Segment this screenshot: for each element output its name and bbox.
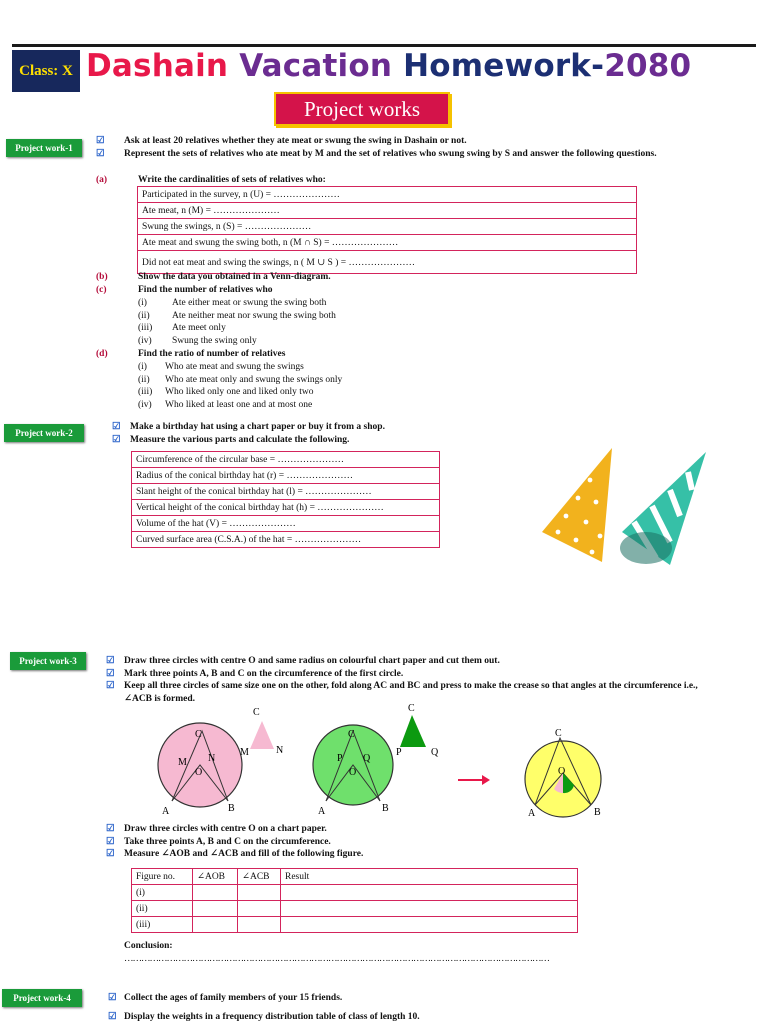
- svg-text:N: N: [208, 753, 216, 764]
- svg-text:B: B: [382, 803, 389, 814]
- pw1-d-text: Find the ratio of number of relatives: [138, 349, 286, 359]
- pw1-c-list: (i) Ate either meat or swung the swing both (ii) Ate neither meat nor swung the swing both (iii) Ate meet only (iv) Swung the swing only: [138, 298, 336, 347]
- project-works-banner: Project works: [274, 92, 450, 126]
- project-work-4-tag: Project work-4: [2, 989, 82, 1007]
- svg-text:M: M: [240, 747, 249, 758]
- svg-text:O: O: [558, 766, 566, 777]
- pw3-bullets: ☑ Draw three circles with centre O and same radius on colourful chart paper and cut them out. ☑ Mark three points A, B and C on the circumference of the first circle. ☑ Keep all three circles of same size one on the other, fold along AC and BC and press to make the crease so that angles at the circumference i.e., ∠ACB is formed.: [106, 656, 698, 705]
- label-a: (a): [96, 175, 108, 185]
- conclusion-label: Conclusion:: [124, 941, 173, 951]
- svg-text:A: A: [318, 806, 326, 817]
- pw3-bullets-2: ☑ Draw three circles with centre O on a chart paper. ☑ Take three points A, B and C on the circumference. ☑ Measure ∠AOB and ∠ACB and fill of the following figure.: [106, 824, 364, 860]
- svg-text:M: M: [178, 757, 187, 768]
- svg-text:Q: Q: [363, 753, 371, 764]
- party-hats-image: [530, 440, 715, 570]
- pw2-bullets: ☑ Make a birthday hat using a chart paper or buy it from a shop. ☑ Measure the various parts and calculate the following.: [112, 422, 385, 445]
- header-rule: [12, 44, 756, 47]
- project-work-1-tag: Project work-1: [6, 139, 82, 157]
- pw1-d-list: (i) Who ate meat and swung the swings (ii) Who ate meat only and swung the swings only (iii) Who liked only one and liked only two (iv) Who liked at least one and at most one: [138, 362, 343, 411]
- svg-text:N: N: [276, 745, 284, 756]
- svg-text:A: A: [528, 808, 536, 818]
- pw1-a-text: Write the cardinalities of sets of relatives who:: [138, 175, 326, 185]
- circles-figure: [150, 703, 620, 818]
- checkbox-icon: ☑: [96, 136, 105, 146]
- project-work-3-tag: Project work-3: [10, 652, 86, 670]
- pw4-bullets: ☑ Collect the ages of family members of your 15 friends. ☑ Display the weights in a frequency distribution table of class of length 10.: [108, 993, 420, 1022]
- svg-text:A: A: [162, 806, 170, 817]
- conclusion-line: ……………………………………………………………………………………………………………………………………: [124, 954, 549, 964]
- svg-text:C: C: [348, 729, 355, 740]
- page-title: Dashain Vacation Homework-2080: [86, 48, 692, 84]
- pw1-c-text: Find the number of relatives who: [138, 285, 273, 295]
- project-work-2-tag: Project work-2: [4, 424, 84, 442]
- svg-text:P: P: [337, 753, 343, 764]
- svg-text:P: P: [396, 747, 402, 758]
- checkbox-icon: ☑: [96, 148, 105, 159]
- svg-text:O: O: [349, 767, 357, 778]
- svg-text:B: B: [594, 807, 601, 818]
- svg-text:B: B: [228, 803, 235, 814]
- svg-text:C: C: [408, 703, 415, 714]
- class-label: Class: X: [12, 50, 80, 92]
- svg-text:O: O: [195, 767, 203, 778]
- pw3-table: Figure no. ∠AOB ∠ACB Result (i) (ii) (iii): [131, 868, 578, 933]
- pw2-table: Circumference of the circular base = ………………… Radius of the conical birthday hat (r) = ………………… Slant height of the conical birthday hat (l) = ………………… Vertical height of the conical birthday hat (h) = ………………… Volume of the hat (V) = ………………… Curved surface area (C.S.A.) of the hat = …………………: [131, 451, 440, 548]
- svg-text:C: C: [195, 729, 202, 740]
- pw1-bullets: ☑ Ask at least 20 relatives whether they ate meat or swung the swing in Dashain or not. ☑ Represent the sets of relatives who ate meat by M and the set of relatives who swung swing by S and answer the following questions.: [96, 136, 657, 159]
- svg-text:C: C: [555, 728, 562, 739]
- pw1-table: Participated in the survey, n (U) = ………………… Ate meat, n (M) = ………………… Swung the swings, n (S) = ………………… Ate meat and swung the swing both, n (M ∩ S) = ………………… Did not eat meat and swing the swings, n ( M ∪ S ) = …………………: [137, 186, 637, 274]
- svg-text:C: C: [253, 707, 260, 718]
- pw1-b-text: Show the data you obtained in a Venn-diagram.: [138, 272, 331, 282]
- svg-text:Q: Q: [431, 747, 439, 758]
